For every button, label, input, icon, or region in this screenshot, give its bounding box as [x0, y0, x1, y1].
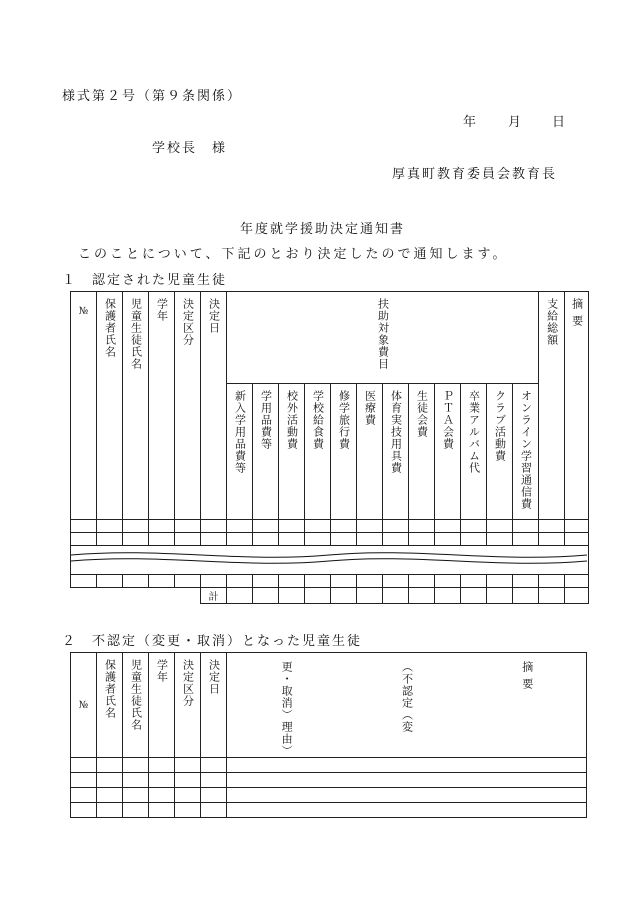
reason-header-main: 摘要 [520, 661, 534, 695]
cost-item-header: クラブ活動費 [493, 390, 507, 462]
total-label: 計 [201, 588, 227, 604]
document-title: 年度就学援助決定通知書 [240, 222, 406, 237]
row-break [71, 546, 589, 575]
table-row [71, 803, 587, 818]
intro-text: このことについて、下記のとおり決定したので通知します。 [78, 247, 509, 262]
date-year: 年 [463, 115, 479, 130]
table-row [71, 773, 587, 788]
cost-item-header: 新入学用品費等 [233, 390, 247, 474]
reason-header-sub: （不認定（変 [400, 661, 414, 733]
table-row [71, 520, 589, 533]
total-row [71, 588, 589, 604]
row-break-wave [71, 546, 587, 574]
col-header-decision-date: 決定日 [207, 298, 221, 334]
cost-item-header: 医療費 [363, 390, 377, 426]
approved-students-table [70, 291, 589, 604]
issuer: 厚真町教育委員会教育長 [392, 167, 558, 182]
cost-item-header: 学校給食費 [311, 390, 325, 450]
date-day: 日 [552, 115, 568, 130]
col-header-student: 児童生徒氏名 [129, 298, 143, 370]
table-row [71, 575, 589, 588]
section1-heading: １ 認定された児童生徒 [62, 273, 228, 288]
cost-item-header: 卒業アルバム代 [467, 390, 481, 474]
table-row [71, 788, 587, 803]
col-header-decision-date: 決定日 [207, 659, 221, 695]
reason-header-sub: 更・取消）理由） [280, 661, 294, 757]
col-header-grade: 学年 [155, 659, 169, 683]
cost-item-header: オンライン学習通信費 [519, 390, 533, 510]
table-row [71, 533, 589, 546]
cost-item-header: 体育実技用具費 [389, 390, 403, 474]
col-header-total: 支給総額 [545, 298, 559, 346]
table-row [71, 758, 587, 773]
col-header-reason [227, 655, 586, 757]
col-header-remarks: 摘要 [570, 298, 584, 332]
col-header-target-costs: 扶助対象費目 [376, 298, 390, 370]
cost-item-header: ＰＴＡ会費 [441, 390, 455, 450]
cost-item-header: 生徒会費 [415, 390, 429, 438]
rejected-students-table [70, 652, 587, 818]
cost-item-header: 修学旅行費 [337, 390, 351, 450]
addressee: 学校長 様 [152, 141, 228, 156]
col-header-guardian: 保護者氏名 [103, 298, 117, 358]
cost-item-header: 学用品費等 [259, 390, 273, 450]
col-header-decision-class: 決定区分 [181, 659, 195, 707]
col-header-no: № [71, 292, 97, 520]
form-number: 様式第２号（第９条関係） [62, 89, 243, 104]
cost-item-header: 校外活動費 [285, 390, 299, 450]
col-header-guardian: 保護者氏名 [103, 659, 117, 719]
col-header-decision-class: 決定区分 [181, 298, 195, 346]
section2-heading: ２ 不認定（変更・取消）となった児童生徒 [62, 634, 363, 649]
col-header-student: 児童生徒氏名 [129, 659, 143, 731]
col-header-grade: 学年 [155, 298, 169, 322]
col-header-no: № [71, 653, 97, 758]
date-month: 月 [508, 115, 524, 130]
